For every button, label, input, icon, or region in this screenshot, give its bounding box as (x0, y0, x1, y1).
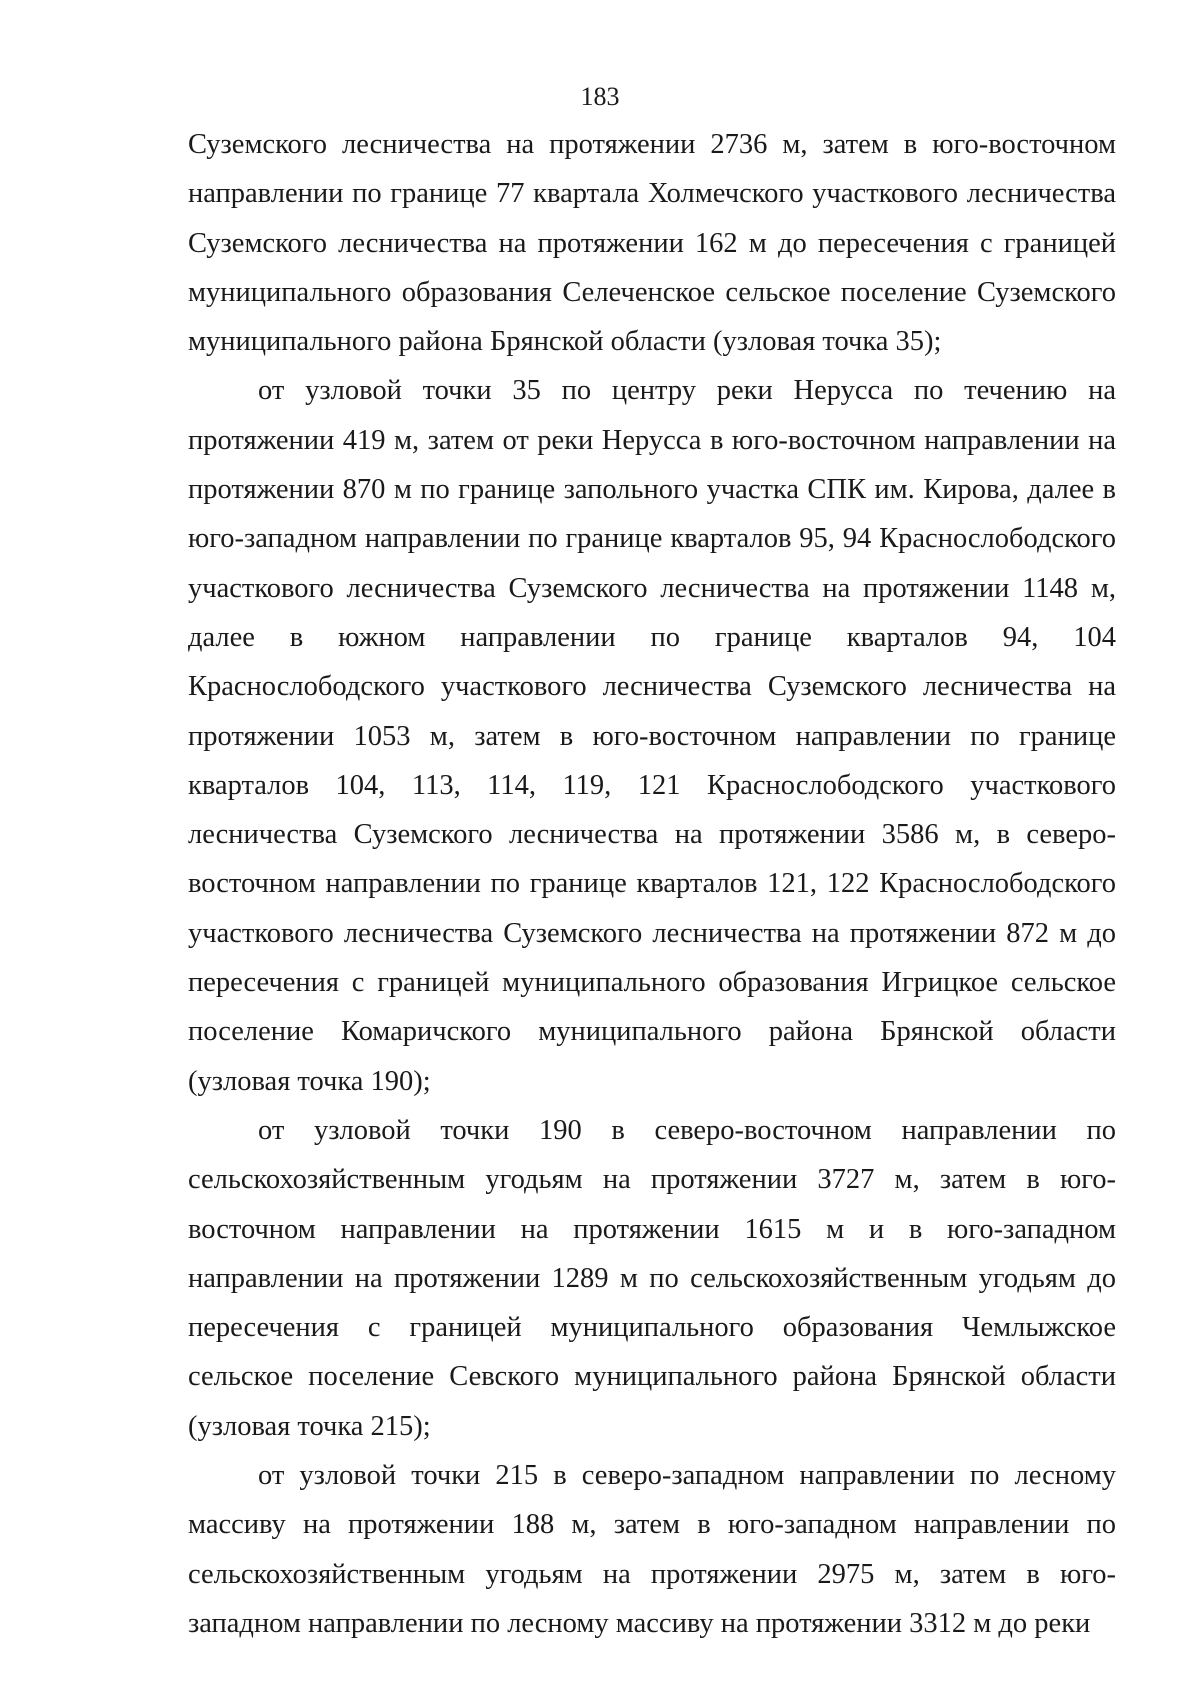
document-body (188, 120, 1116, 1648)
paragraph-1: Суземского лесничества на протяжении 2736 м, затем в юго-восточном направлении по границе 77 квартала Холмечского участкового лесничества Суземского лесничества на протяжении 162 м до пересечения с границей муниципального образования Селеченское сельское поселение Суземского муниципального района Брянской области (узловая точка 35); (188, 129, 1116, 358)
paragraph-4: от узловой точки 215 в северо-западном направлении по лесному массиву на протяжении 188 м, затем в юго-западном направлении по сельскохозяйственным угодьям на протяжении 2975 м, затем в юго-западном направлении по лесному массиву на протяжении 3312 м до реки (188, 1460, 1116, 1639)
page-number: 183 (580, 82, 620, 111)
paragraph-3: от узловой точки 190 в северо-восточном направлении по сельскохозяйственным угодьям на протяжении 3727 м, затем в юго-восточном направлении на протяжении 1615 м и в юго-западном направлении на протяжении 1289 м по сельскохозяйственным угодьям до пересечения с границей муниципального образования Чемлыжское сельское поселение Севского муниципального района Брянской области (узловая точка 215); (188, 1114, 1116, 1442)
paragraph-2: от узловой точки 35 по центру реки Нерусса по течению на протяжении 419 м, затем от реки Нерусса в юго-восточном направлении на протяжении 870 м по границе запольного участка СПК им. Кирова, далее в юго-западном направлении по границе кварталов 95, 94 Краснослободского участкового лесничества Суземского лесничества на протяжении 1148 м, далее в южном направлении по границе кварталов 94, 104 Краснослободского участкового лесничества Суземского лесничества на протяжении 1053 м, затем в юго-восточном направлении по границе кварталов 104, 113, 114, 119, 121 Краснослободского участкового лесничества Суземского лесничества на протяжении 3586 м, в северо-восточном направлении по границе кварталов 121, 122 Краснослободского участкового лесничества Суземского лесничества на протяжении 872 м до пересечения с границей муниципального образования Игрицкое сельское поселение Комаричского муниципального района Брянской области (узловая точка 190); (188, 375, 1116, 1097)
